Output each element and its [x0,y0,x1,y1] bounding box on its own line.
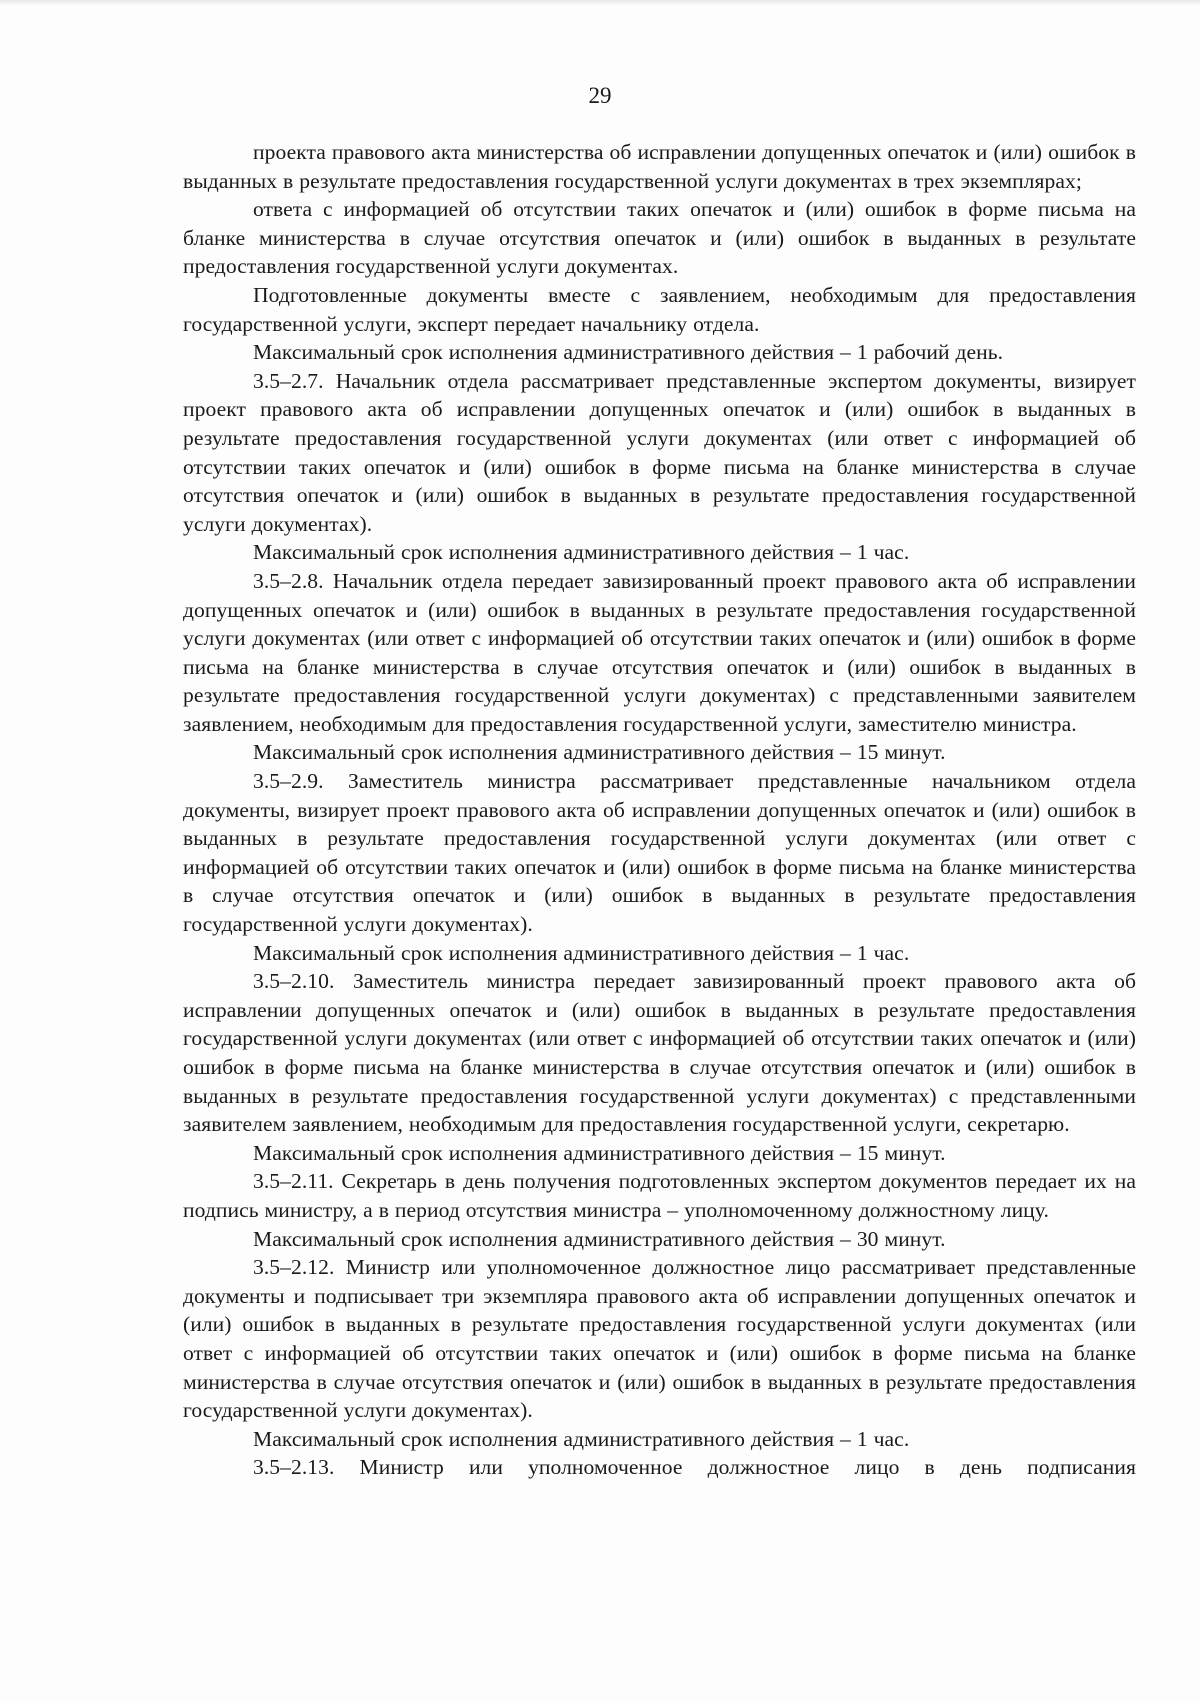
paragraph: проекта правового акта министерства об исправлении допущенных опечаток и (или) ошибок в выданных в результате предоставления государственной услуги документах в трех экземплярах; [183,140,1136,193]
paragraph-deadline: Максимальный срок исполнения административного действия – 15 минут. [253,740,946,765]
paragraph: 3.5–2.11. Секретарь в день получения подготовленных экспертом документов передает их на подпись министру, а в период отсутствия министра – уполномоченному должностному лицу. [183,1169,1136,1222]
paragraph-deadline: Максимальный срок исполнения административного действия – 1 час. [253,540,910,565]
document-body [183,138,1136,1482]
paragraph-deadline: Максимальный срок исполнения административного действия – 15 минут. [253,1140,946,1165]
page-number: 29 [588,83,612,108]
paragraph: 3.5–2.12. Министр или уполномоченное должностное лицо рассматривает представленные документы и подписывает три экземпляра правового акта об исправлении допущенных опечаток и (или) ошибок в выданных в результате предоставления государственной услуги документах (или ответ с информацией об отсутствии таких опечаток и (или) ошибок в форме письма на бланке министерства в случае отсутствия опечаток и (или) ошибок в выданных в результате предоставления государственной услуги документах). [183,1255,1136,1423]
paragraph: ответа с информацией об отсутствии таких опечаток и (или) ошибок в форме письма на бланке министерства в случае отсутствия опечаток и (или) ошибок в выданных в результате предоставления государственной услуги документах. [183,197,1136,279]
paragraph: 3.5–2.8. Начальник отдела передает завизированный проект правового акта об исправлении допущенных опечаток и (или) ошибок в выданных в результате предоставления государственной услуги документах (или ответ с информацией об отсутствии таких опечаток и (или) ошибок в форме письма на бланке министерства в случае отсутствия опечаток и (или) ошибок в выданных в результате предоставления государственной услуги документах) с представленными заявителем заявлением, необходимым для предоставления государственной услуги, заместителю министра. [183,568,1136,736]
paragraph-deadline: Максимальный срок исполнения административного действия – 1 час. [253,940,910,965]
paragraph-deadline: Максимальный срок исполнения административного действия – 1 час. [253,1426,910,1451]
paragraph-deadline: Максимальный срок исполнения административного действия – 1 рабочий день. [253,340,1004,365]
scan-edge [0,0,1200,6]
paragraph: 3.5–2.9. Заместитель министра рассматривает представленные начальником отдела документы, визирует проект правового акта об исправлении допущенных опечаток и (или) ошибок в выданных в результате предоставления государственной услуги документах (или ответ с информацией об отсутствии таких опечаток и (или) ошибок в форме письма на бланке министерства в случае отсутствия опечаток и (или) ошибок в выданных в результате предоставления государственной услуги документах). [183,769,1136,937]
paragraph: Подготовленные документы вместе с заявлением, необходимым для предоставления государственной услуги, эксперт передает начальнику отдела. [183,282,1136,336]
paragraph: 3.5–2.7. Начальник отдела рассматривает представленные экспертом документы, визирует проект правового акта об исправлении допущенных опечаток и (или) ошибок в выданных в результате предоставления государственной услуги документах (или ответ с информацией об отсутствии таких опечаток и (или) ошибок в форме письма на бланке министерства в случае отсутствия опечаток и (или) ошибок в выданных в результате предоставления государственной услуги документах). [183,368,1136,536]
paragraph: 3.5–2.13. Министр или уполномоченное должностное лицо в день подписания [253,1455,1136,1480]
paragraph-deadline: Максимальный срок исполнения административного действия – 30 минут. [253,1226,946,1251]
paragraph: 3.5–2.10. Заместитель министра передает завизированный проект правового акта об исправлении допущенных опечаток и (или) ошибок в выданных в результате предоставления государственной услуги документах (или ответ с информацией об отсутствии таких опечаток и (или) ошибок в форме письма на бланке министерства в случае отсутствия опечаток и (или) ошибок в выданных в результате предоставления государственной услуги документах) с представленными заявителем заявлением, необходимым для предоставления государственной услуги, секретарю. [183,969,1136,1137]
